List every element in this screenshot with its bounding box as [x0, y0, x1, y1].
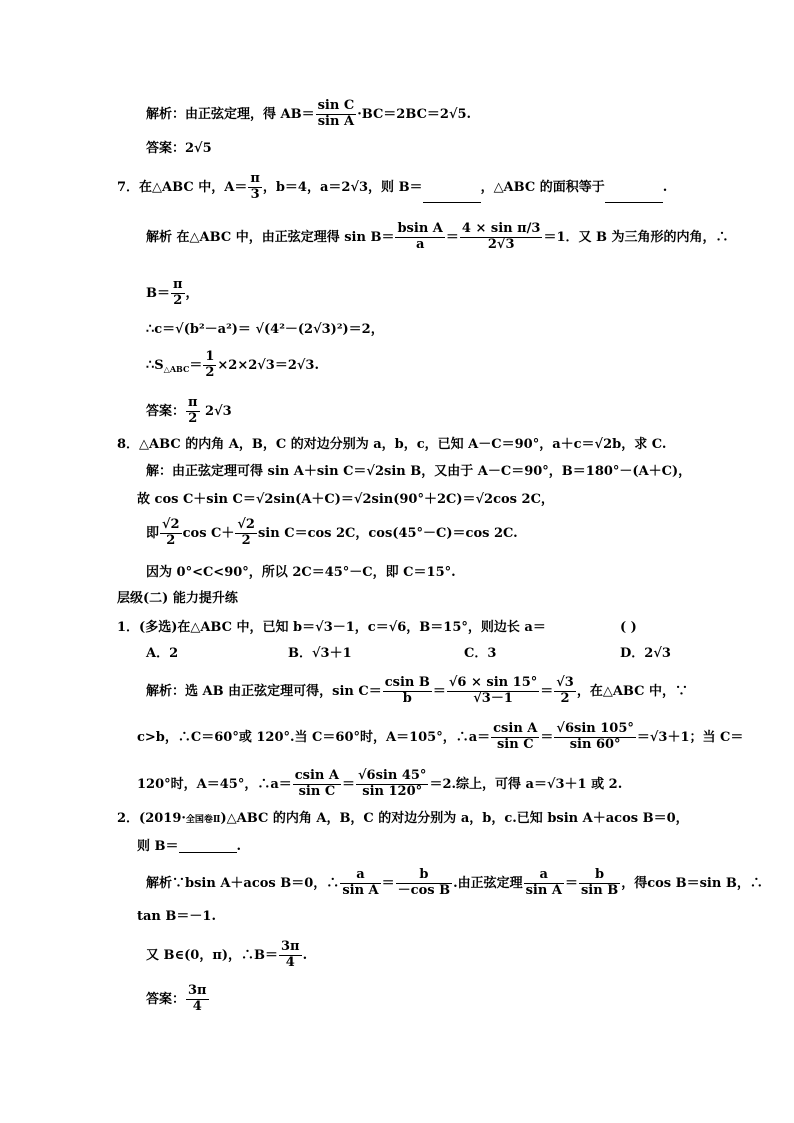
section-heading: 层级(二) 能力提升练	[117, 591, 238, 606]
denominator: 2	[173, 292, 183, 308]
numerator: bsin A	[397, 221, 443, 236]
fraction	[524, 868, 564, 899]
solution-line: 因为 0°<C<90°，所以 2C＝45°－C，即 C＝15°.	[146, 565, 456, 580]
numerator: π	[173, 277, 183, 292]
numerator: √2	[162, 517, 180, 532]
denominator: 3	[250, 186, 260, 202]
solution-line: tan B＝－1.	[137, 909, 216, 924]
fraction	[340, 868, 380, 899]
fraction	[579, 868, 620, 899]
answer-blank	[179, 840, 237, 853]
text: 则 B＝	[137, 839, 179, 854]
fraction	[171, 278, 185, 309]
text: ＝√3＋1；当 C＝	[636, 729, 744, 745]
text: ＝	[540, 683, 554, 699]
solution-line	[146, 676, 688, 707]
denominator: sin C	[496, 736, 534, 752]
answer-line: 答案：2√5	[146, 141, 212, 156]
numerator: a	[524, 868, 564, 884]
numerator: √2	[237, 517, 255, 532]
text: ＝1．又 B 为三角形的内角，∴	[543, 229, 729, 245]
text: ·BC＝2BC＝2√5.	[357, 106, 472, 122]
text: 2√3	[200, 403, 232, 419]
fraction	[396, 868, 452, 899]
text: 又 B∈(0，π)，∴B＝	[146, 947, 278, 963]
fraction	[491, 722, 539, 753]
solution-line	[146, 350, 319, 381]
subscript: △ABC	[163, 363, 190, 374]
text: )△ABC 的内角 A，B，C 的对边分别为 a，b，c.已知 bsin A＋acos B＝0，	[220, 811, 689, 826]
fraction	[316, 99, 357, 130]
denominator: sin A	[525, 882, 562, 898]
text: 解析∵bsin A＋acos B＝0，∴	[146, 875, 340, 891]
denominator: sin 60°	[569, 736, 621, 752]
numerator: b	[396, 868, 452, 884]
text: 解析 在△ABC 中，由正弦定理得 sin B＝	[146, 229, 395, 245]
source-label: 全国卷Ⅱ	[185, 815, 221, 825]
text: ，	[185, 285, 199, 301]
text: ＝2.综上，可得 a＝√3＋1 或 2.	[429, 776, 623, 792]
fraction	[186, 984, 209, 1015]
fraction	[447, 676, 539, 707]
solution-line	[146, 940, 307, 971]
text: 答案：	[146, 991, 186, 1007]
denominator: 2	[241, 532, 251, 548]
denominator: －cos B	[397, 882, 451, 898]
problem-8: 8．△ABC 的内角 A，B，C 的对边分别为 a，b，c，已知 A－C＝90°，a＋c＝√2b，求 C.	[117, 437, 667, 452]
text: ＝	[432, 683, 446, 699]
text: .	[302, 947, 308, 963]
fraction	[203, 350, 216, 381]
numerator: √6sin 45°	[358, 768, 427, 783]
solution-line	[146, 222, 729, 253]
solution-line: ∴c＝√(b²－a²)＝ √(4²－(2√3)²)＝2，	[146, 322, 384, 337]
text: ∴S	[146, 357, 164, 373]
solution-line	[146, 518, 518, 549]
text: ×2×2√3＝2√3.	[217, 357, 320, 373]
numerator: π	[188, 395, 198, 410]
solution-line	[146, 99, 471, 130]
denominator: sin A	[317, 113, 355, 129]
solution-line	[146, 868, 763, 899]
denominator: sin A	[342, 882, 379, 898]
fraction	[554, 722, 635, 753]
text: ＝	[189, 357, 203, 373]
denominator: 2	[560, 690, 570, 706]
text: c>b，∴C＝60°或 120°.当 C＝60°时，A＝105°，∴a＝	[137, 729, 491, 745]
option-c: C．3	[464, 646, 497, 661]
denominator: a	[415, 236, 425, 252]
problem-7	[117, 172, 667, 203]
text: .由正弦定理	[453, 875, 523, 891]
fraction	[554, 676, 576, 707]
text: 答案：	[146, 403, 186, 419]
numerator: a	[340, 868, 380, 884]
answer-blank	[423, 190, 481, 203]
numerator: b	[579, 868, 620, 884]
text: 解析：由正弦定理，得 AB＝	[146, 106, 315, 122]
text: ＝	[342, 776, 356, 792]
fraction	[356, 769, 428, 800]
text: ，b＝4，a＝2√3，则 B＝	[262, 179, 423, 195]
fraction	[248, 172, 262, 203]
fraction	[293, 769, 341, 800]
fraction	[383, 676, 432, 707]
option-d: D．2√3	[620, 646, 671, 661]
option-b: B．√3＋1	[288, 646, 352, 661]
problem-2	[117, 812, 689, 825]
denominator: 2	[188, 410, 198, 426]
numerator: 4 × sin π/3	[461, 221, 541, 236]
denominator: 2√3	[487, 236, 515, 252]
solution-line: 解：由正弦定理可得 sin A＋sin C＝√2sin B，又由于 A－C＝90°，B＝180°－(A＋C)，	[146, 464, 692, 479]
solution-line	[146, 278, 199, 309]
denominator: √3－1	[473, 690, 513, 706]
numerator: 1	[205, 349, 215, 364]
text: sin C＝cos 2C，cos(45°－C)＝cos 2C.	[257, 525, 518, 541]
numerator: 3π	[281, 939, 300, 954]
numerator: csin B	[384, 675, 430, 690]
fraction	[279, 940, 302, 971]
answer-blank	[605, 190, 663, 203]
fraction	[235, 518, 257, 549]
text: .	[662, 179, 668, 195]
denominator: 2	[205, 364, 215, 380]
solution-line	[137, 722, 743, 753]
answer-line	[146, 984, 210, 1015]
text: cos C＋	[182, 525, 235, 541]
text: 7．在△ABC 中，A＝	[117, 179, 248, 195]
fraction	[460, 222, 543, 253]
problem-1: 1．(多选)在△ABC 中，已知 b＝√3－1，c＝√6，B＝15°，则边长 a＝	[117, 620, 546, 635]
text: ，△ABC 的面积等于	[480, 179, 605, 195]
fraction	[186, 396, 200, 427]
numerator: √6 × sin 15°	[448, 675, 538, 690]
text: 2．(2019·	[117, 811, 186, 826]
denominator: 2	[166, 532, 176, 548]
text: ，得cos B＝sin B，∴	[621, 875, 763, 891]
text: ＝	[540, 729, 554, 745]
solution-line	[137, 769, 622, 800]
denominator: sin C	[298, 783, 336, 799]
solution-line: 故 cos C＋sin C＝√2sin(A＋C)＝√2sin(90°＋2C)＝√2cos 2C，	[137, 492, 554, 507]
denominator: sin 120°	[362, 783, 423, 799]
text: ＝	[564, 875, 578, 891]
text: ＝	[381, 875, 395, 891]
denominator: sin B	[580, 882, 619, 898]
numerator: csin A	[493, 721, 538, 736]
option-a: A．2	[146, 646, 179, 661]
answer-bracket: ( )	[620, 620, 637, 635]
denominator: b	[402, 690, 412, 706]
text: ＝	[445, 229, 459, 245]
denominator: 4	[192, 998, 202, 1014]
numerator: 3π	[188, 983, 207, 998]
text: .	[236, 839, 242, 854]
numerator: √3	[556, 675, 574, 690]
denominator: 4	[285, 954, 295, 970]
numerator: csin A	[294, 768, 339, 783]
text: ，在△ABC 中，∵	[576, 683, 689, 699]
problem-2-line2	[137, 840, 241, 853]
numerator: √6sin 105°	[556, 721, 634, 736]
fraction	[395, 222, 444, 253]
text: 即	[146, 525, 160, 541]
answer-line	[146, 396, 232, 427]
text: B＝	[146, 285, 170, 301]
text: 解析：选 AB 由正弦定理可得，sin C＝	[146, 683, 382, 699]
fraction	[160, 518, 182, 549]
numerator: π	[250, 171, 260, 186]
numerator: sin C	[317, 98, 355, 113]
text: 120°时，A＝45°，∴a＝	[137, 776, 292, 792]
